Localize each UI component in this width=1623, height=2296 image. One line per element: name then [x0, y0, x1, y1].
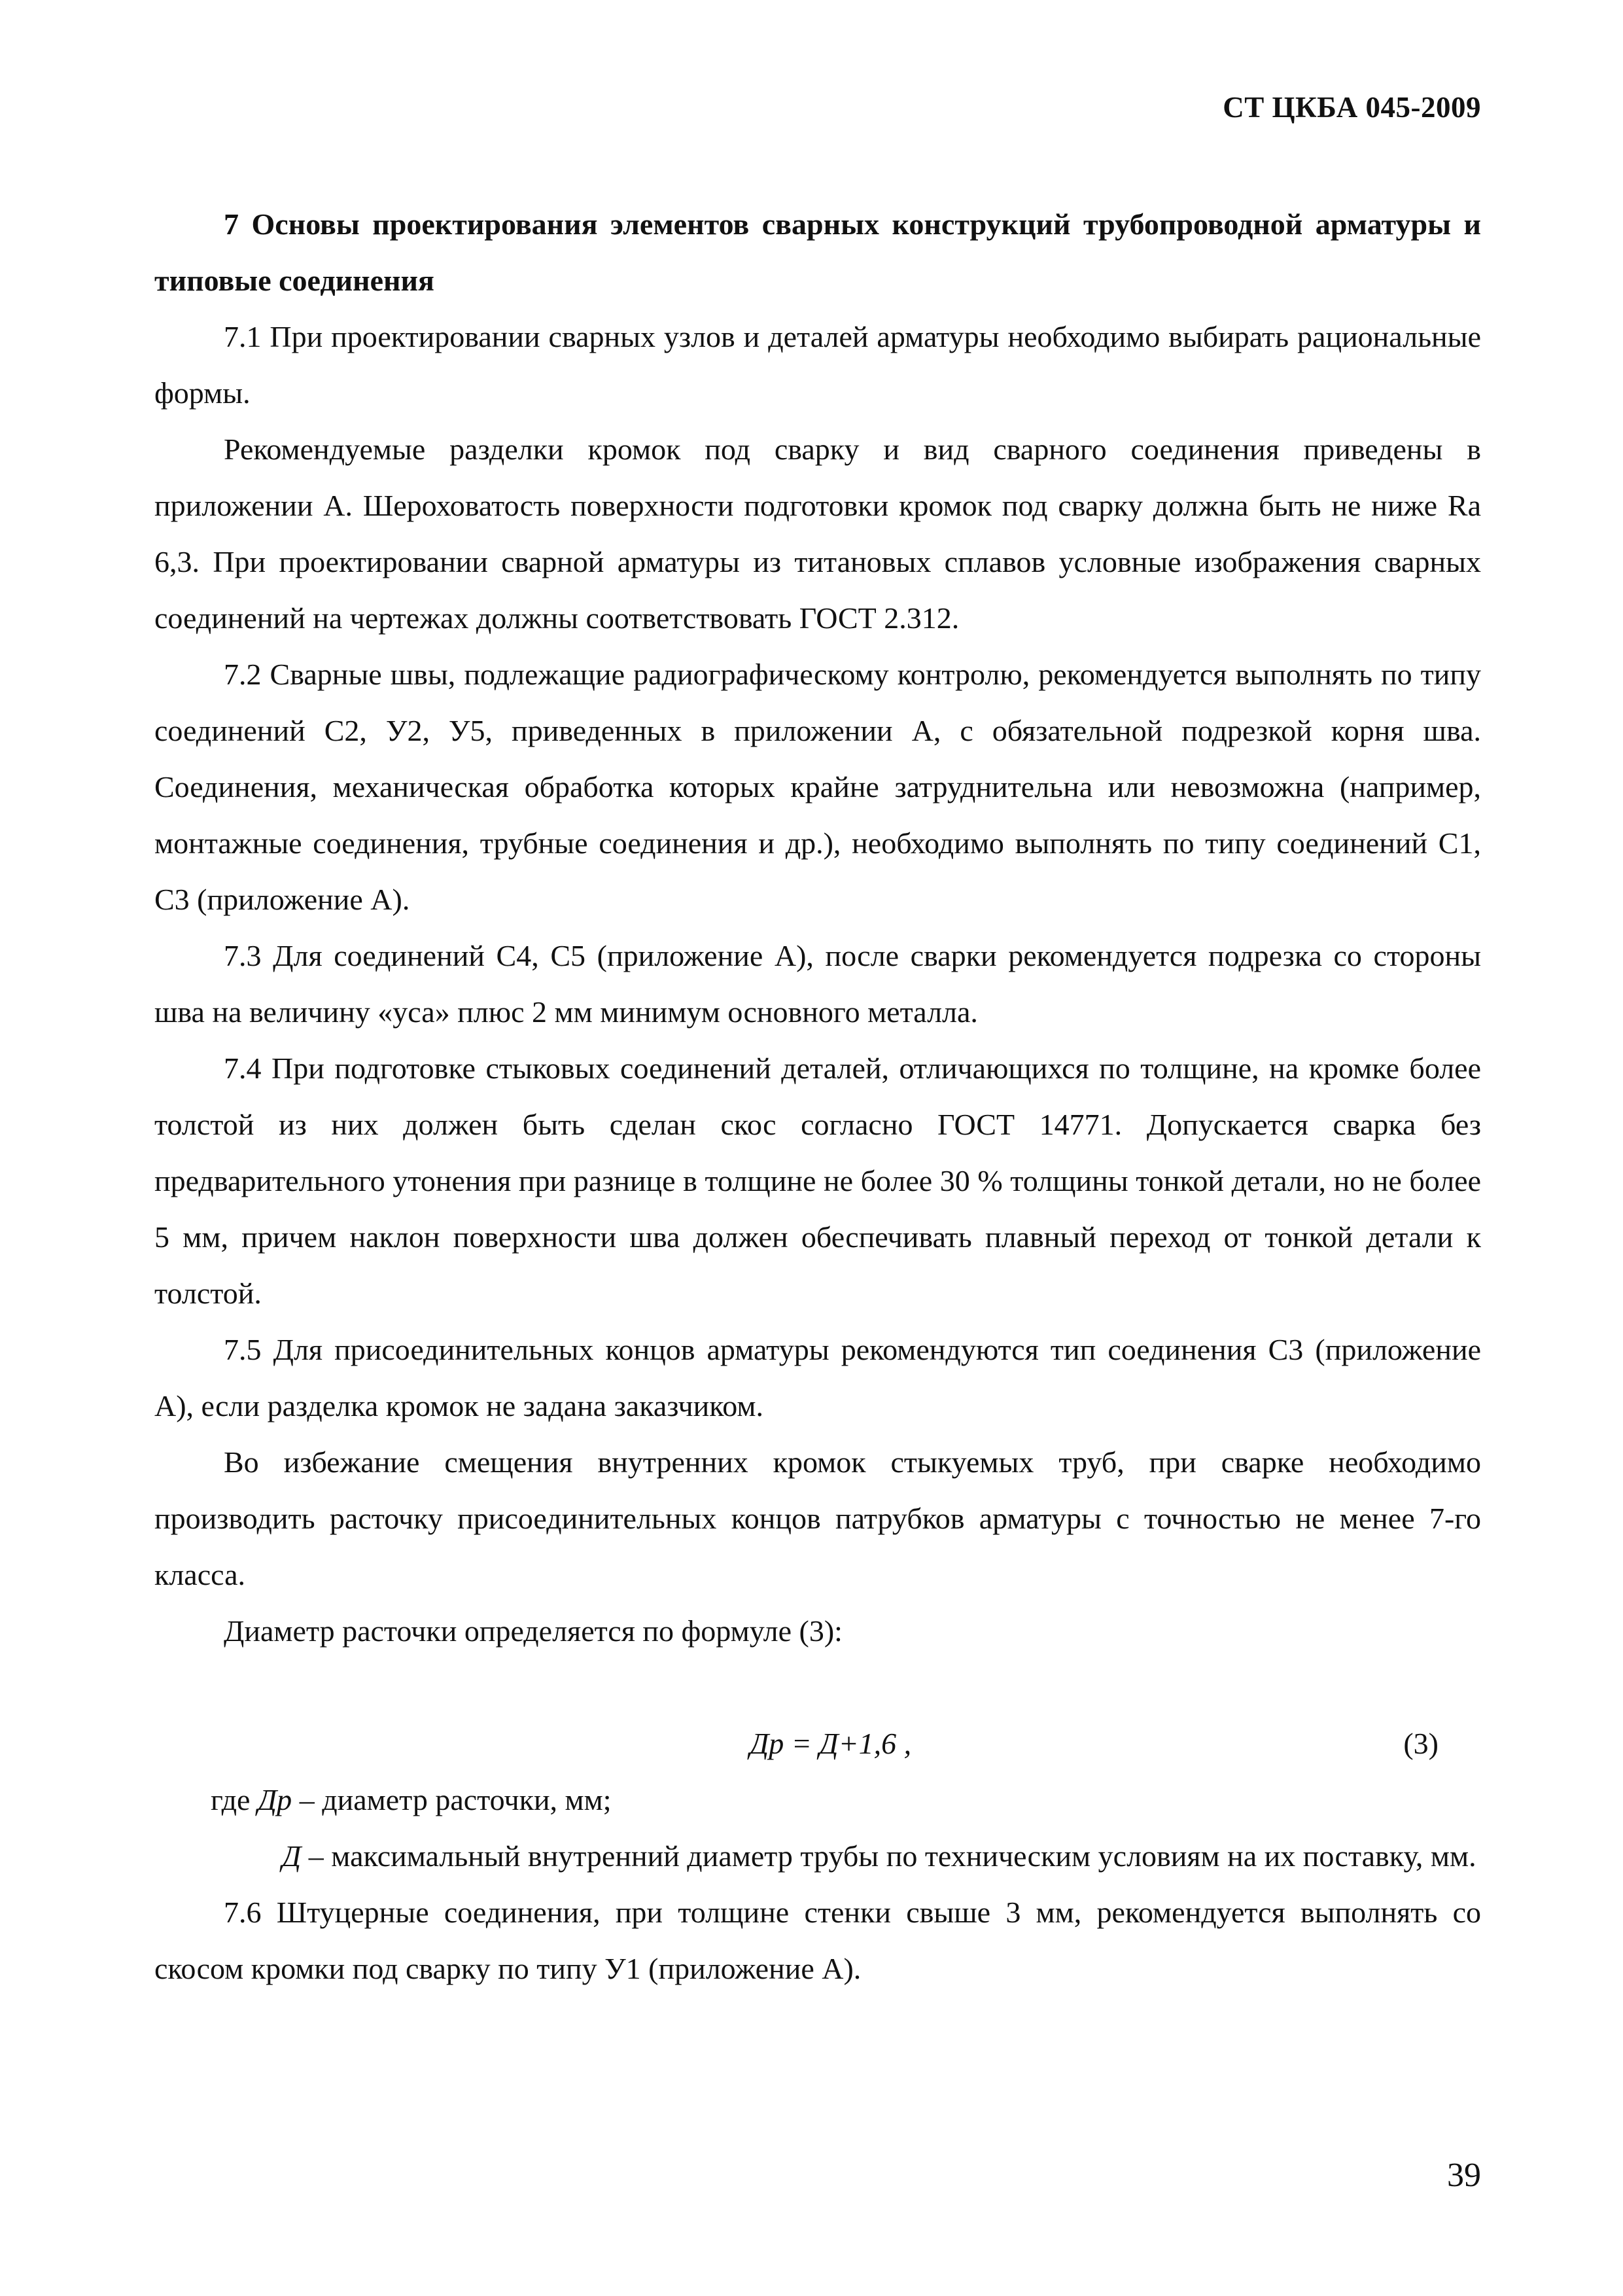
symbol-d: Д: [282, 1839, 302, 1873]
paragraph-7-3: 7.3 Для соединений С4, С5 (приложение А), после сварки рекомендуется подрезка со стороны шва на величину «уса» плюс 2 мм минимум основного металла.: [154, 939, 1481, 1029]
formula-where-line-2: [154, 1828, 1481, 1884]
formula-expression: Др = Д+1,6 ,: [750, 1727, 912, 1760]
paragraph-7-5: 7.5 Для присоединительных концов арматуры рекомендуются тип соединения С3 (приложение А), если разделка кромок не задана заказчиком.: [154, 1333, 1481, 1422]
symbol-d-description: – максимальный внутренний диаметр трубы по техническим условиям на их поставку, мм.: [301, 1839, 1476, 1873]
where-prefix: где: [211, 1783, 258, 1816]
paragraph-recommended-edges: Рекомендуемые разделки кромок под сварку и вид сварного соединения приведены в приложении А. Шероховатость поверхности подготовки кромок под сварку должна быть не ниже Ra 6,3. При проектировании сварной арматуры из титановых сплавов условные изображения сварных соединений на чертежах должны соответствовать ГОСТ 2.312.: [154, 433, 1481, 635]
document-code: СТ ЦКБА 045-2009: [1223, 91, 1481, 124]
paragraph-7-1: 7.1 При проектировании сварных узлов и деталей арматуры необходимо выбирать рациональные формы.: [154, 320, 1481, 410]
page-number: 39: [1447, 2157, 1481, 2194]
formula-row: [154, 1716, 1481, 1772]
formula-where-line-1: [154, 1772, 1481, 1828]
paragraph-boring: Во избежание смещения внутренних кромок стыкуемых труб, при сварке необходимо производить расточку присоединительных концов патрубков арматуры с точностью не менее 7-го класса.: [154, 1445, 1481, 1591]
symbol-dr-description: – диаметр расточки, мм;: [292, 1783, 612, 1816]
paragraph-7-4: 7.4 При подготовке стыковых соединений деталей, отличающихся по толщине, на кромке более толстой из них должен быть сделан скос согласно ГОСТ 14771. Допускается сварка без предварительного утонения при разнице в толщине не более 30 % толщины тонкой детали, но не более 5 мм, причем наклон поверхности шва должен обеспечивать плавный переход от тонкой детали к толстой.: [154, 1051, 1481, 1310]
formula-number: (3): [1403, 1727, 1439, 1760]
paragraph-7-2: 7.2 Сварные швы, подлежащие радиографическому контролю, рекомендуется выполнять по типу соединений С2, У2, У5, приведенных в приложении А, с обязательной подрезкой корня шва. Соединения, механическая обработка которых крайне затруднительна или невозможна (например, монтажные соединения, трубные соединения и др.), необходимо выполнять по типу соединений С1, С3 (приложение А).: [154, 658, 1481, 916]
page-content: [154, 196, 1481, 1997]
section-title: 7 Основы проектирования элементов сварных конструкций трубопроводной арматуры и типовые соединения: [154, 207, 1481, 297]
paragraph-formula-intro: Диаметр расточки определяется по формуле (3):: [224, 1614, 843, 1648]
paragraph-7-6: 7.6 Штуцерные соединения, при толщине стенки свыше 3 мм, рекомендуется выполнять со скосом кромки под сварку по типу У1 (приложение А).: [154, 1896, 1481, 1985]
symbol-dr: Др: [257, 1783, 292, 1816]
